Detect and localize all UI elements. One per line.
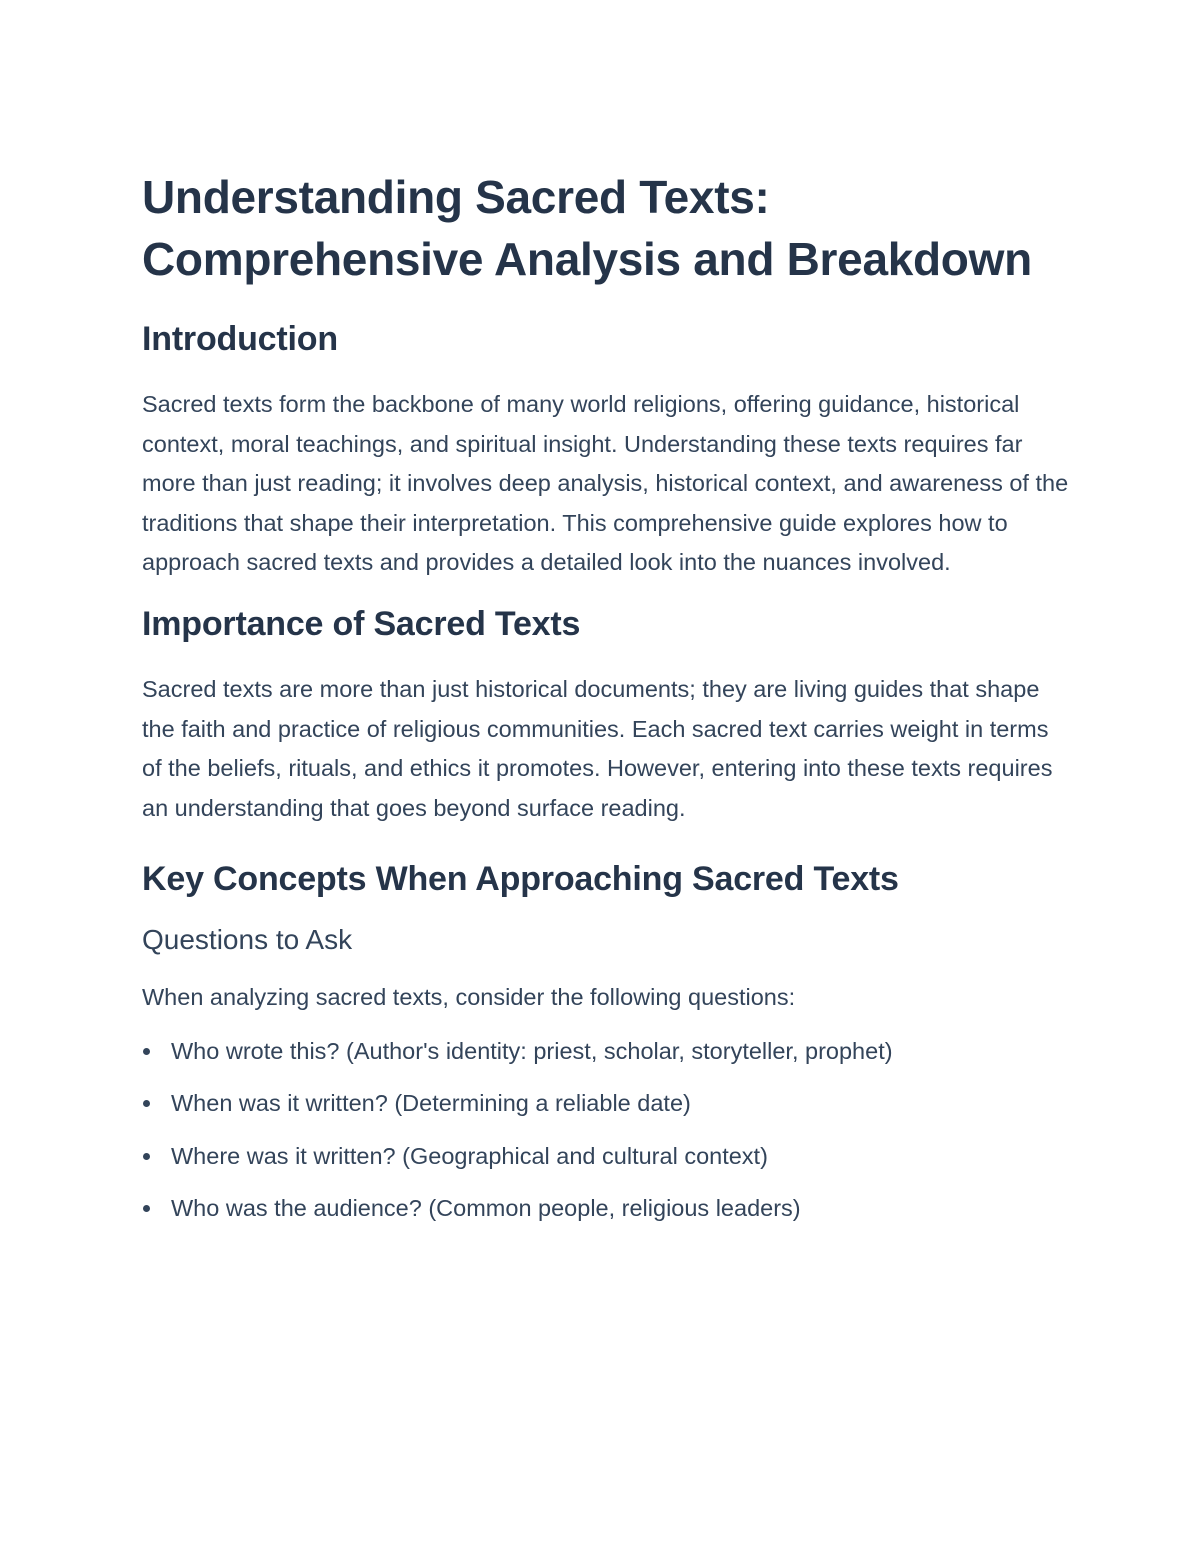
document-title: Understanding Sacred Texts: Comprehensive Analysis and Breakdown xyxy=(142,171,1032,285)
subheading-questions-to-ask: Questions to Ask xyxy=(142,924,353,956)
section-heading-introduction: Introduction xyxy=(142,320,338,358)
list-item xyxy=(142,1088,1072,1118)
list-item-text: Where was it written? (Geographical and cultural context) xyxy=(171,1142,768,1169)
list-item-text: Who wrote this? (Author's identity: priest, scholar, storyteller, prophet) xyxy=(171,1037,893,1064)
bullet-icon xyxy=(143,1205,150,1212)
list-item xyxy=(142,1141,1072,1171)
list-item-text: Who was the audience? (Common people, religious leaders) xyxy=(171,1195,801,1222)
bullet-icon xyxy=(143,1048,150,1055)
section-heading-key-concepts: Key Concepts When Approaching Sacred Texts xyxy=(142,860,899,899)
questions-intro: When analyzing sacred texts, consider the following questions: xyxy=(142,984,796,1011)
bullet-icon xyxy=(143,1100,150,1107)
list-item xyxy=(142,1036,1072,1066)
list-item xyxy=(142,1193,1072,1223)
document-page xyxy=(142,166,1072,1246)
importance-paragraph: Sacred texts are more than just historical documents; they are living guides that shape the faith and practice of religious communities. Each sacred text carries weight in terms of the beliefs, rituals, and ethics it promotes. However, entering into these texts requires an understanding that goes beyond surface reading. xyxy=(142,675,1053,821)
list-item-text: When was it written? (Determining a reliable date) xyxy=(171,1090,691,1117)
section-heading-importance: Importance of Sacred Texts xyxy=(142,604,581,643)
introduction-paragraph: Sacred texts form the backbone of many world religions, offering guidance, historical context, moral teachings, and spiritual insight. Understanding these texts requires far more than just reading; it involves deep analysis, historical context, and awareness of the traditions that shape their interpretation. This comprehensive guide explores how to approach sacred texts and provides a detailed look into the nuances involved. xyxy=(142,391,1069,576)
bullet-icon xyxy=(143,1153,150,1160)
questions-list xyxy=(142,1036,1072,1224)
